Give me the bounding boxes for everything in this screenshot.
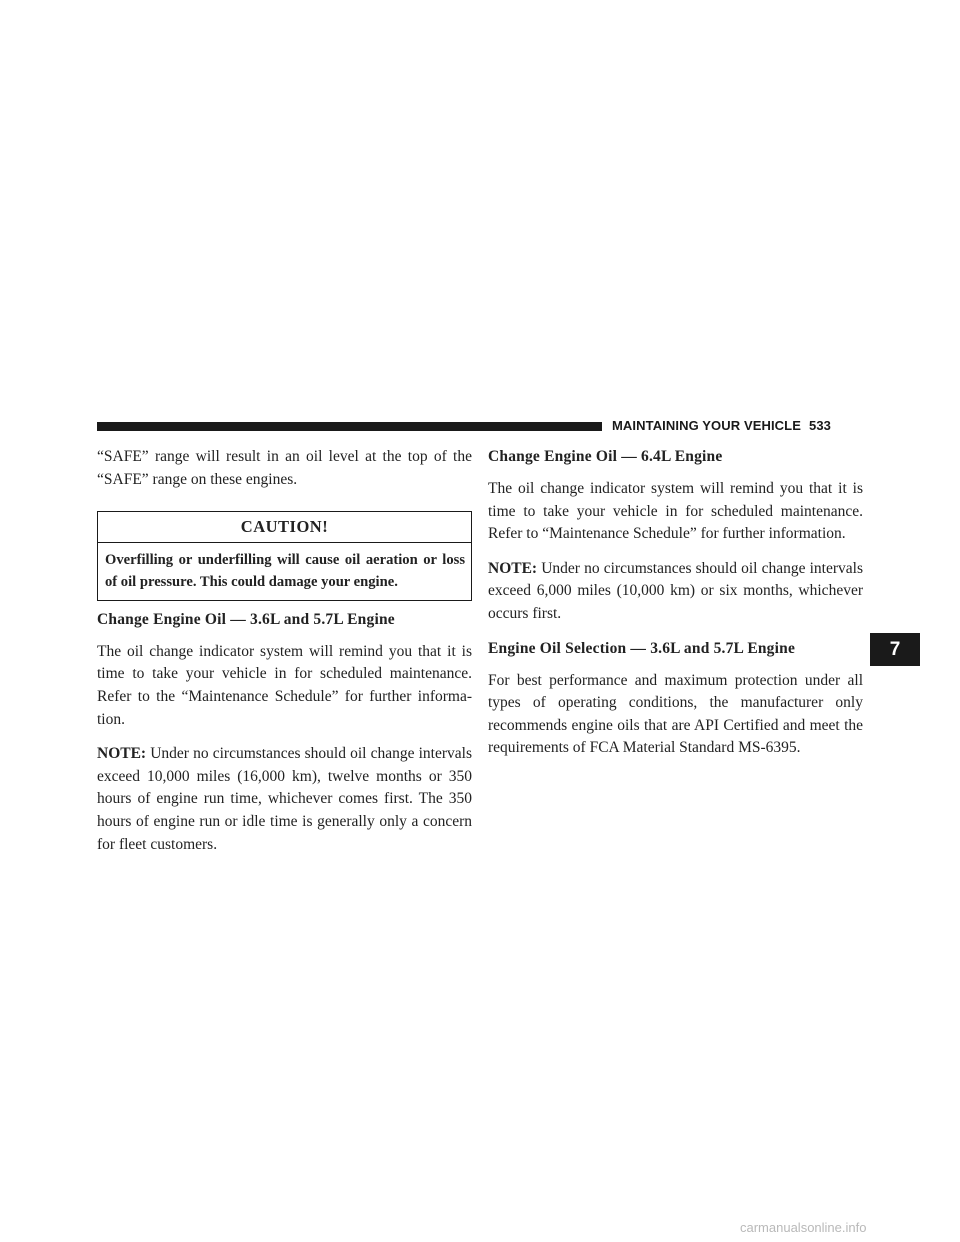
caution-title: CAUTION!	[98, 512, 471, 543]
section-heading-oil-selection: Engine Oil Selection — 3.6L and 5.7L Engine	[488, 639, 796, 657]
watermark-text: carmanualsonline.info	[740, 1220, 867, 1235]
running-header	[612, 418, 831, 433]
section-heading-oil-change-36-57: Change Engine Oil — 3.6L and 5.7L Engine	[97, 610, 395, 628]
note-paragraph	[97, 743, 472, 856]
right-column	[488, 446, 863, 772]
intro-paragraph: “SAFE” range will result in an oil level at the top of the “SAFE” range on these engines.	[97, 448, 472, 488]
note-label: NOTE:	[488, 559, 538, 577]
caution-box	[97, 511, 472, 601]
note-text: Under no circumstances should oil change intervals exceed 6,000 miles (10,000 km) or six months, whichever occurs first.	[488, 559, 863, 622]
oil-selection-paragraph: For best performance and maximum protection under all types of operating conditions, the manufacturer only recommends engine oils that are API Certified and meet the requirements of FCA Material Standard MS-6395.	[488, 671, 863, 757]
page-number: 533	[808, 418, 831, 433]
caution-body: Overfilling or underfilling will cause oil aeration or loss of oil pressure. This could damage your engine.	[105, 551, 465, 591]
note-paragraph-64	[488, 558, 863, 626]
note-text: Under no circumstances should oil change intervals exceed 10,000 miles (16,000 km), twelve months or 350 hours of engine run time, whichever comes first. The 350 hours of engine run or idle time is generally only a concern for fleet customers.	[97, 745, 472, 853]
left-column	[97, 446, 472, 868]
note-label: NOTE:	[97, 745, 147, 763]
section-heading-oil-change-64: Change Engine Oil — 6.4L Engine	[488, 448, 723, 465]
chapter-tab: 7	[870, 633, 920, 666]
oil-change-paragraph: The oil change indicator system will remind you that it is time to take your vehicle in for scheduled maintenance. Refer to the “Maintenance Schedule” for further information.	[97, 642, 472, 728]
oil-change-64-paragraph: The oil change indicator system will remind you that it is time to take your vehicle in for scheduled maintenance. Refer to “Maintenance Schedule” for further information.	[488, 480, 863, 543]
section-title: MAINTAINING YOUR VEHICLE	[612, 418, 801, 433]
header-rule	[97, 422, 602, 431]
